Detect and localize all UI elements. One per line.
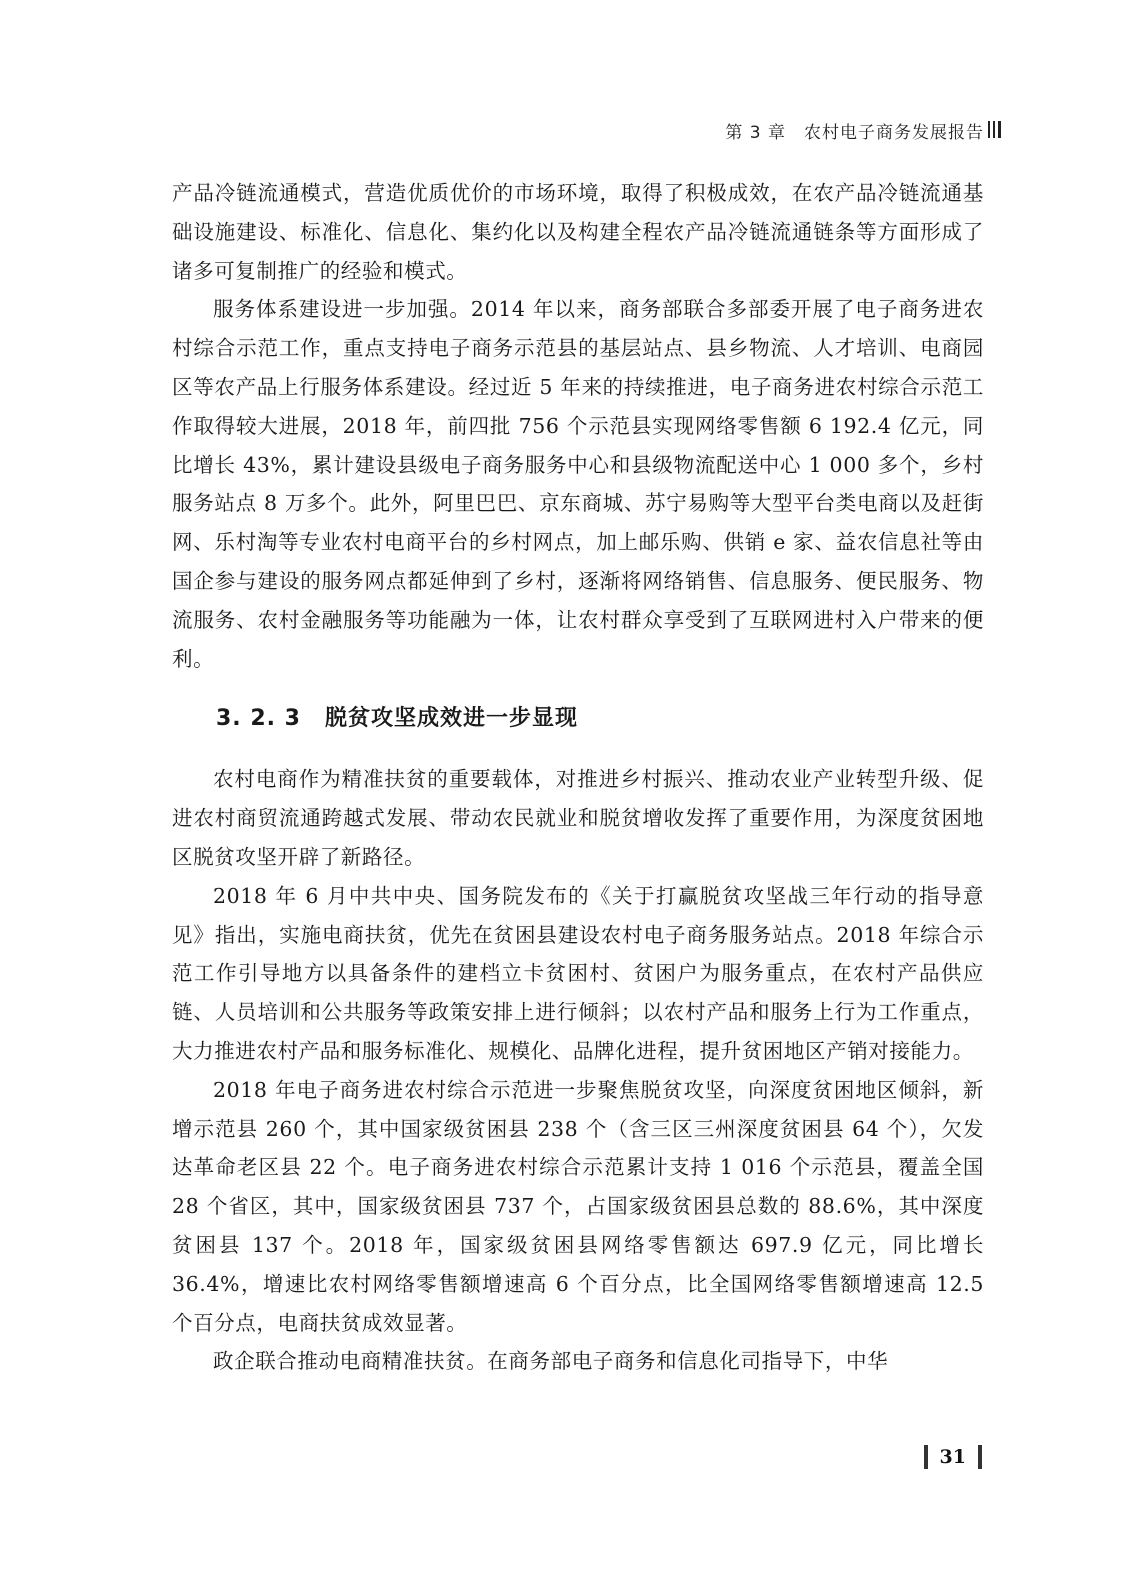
running-head-bars-decoration [988, 121, 1002, 138]
paragraph-continued: 产品冷链流通模式，营造优质优价的市场环境，取得了积极成效，在农产品冷链流通基础设施建设、标准化、信息化、集约化以及构建全程农产品冷链流通链条等方面形成了诸多可复制推广的经验和模式。 [172, 181, 984, 283]
running-head [725, 118, 984, 143]
paragraph-service-system: 服务体系建设进一步加强。2014 年以来，商务部联合多部委开展了电子商务进农村综合示范工作，重点支持电子商务示范县的基层站点、县乡物流、人才培训、电商园区等农产品上行服务体系建设。经过近 5 年来的持续推进，电子商务进农村综合示范工作取得较大进展，2018 年，前四批 756 个示范县实现网络零售额 6 192.4 亿元，同比增长 43%，累计建设县级电子商务服务中心和县级物流配送中心 1 000 多个，乡村服务站点 8 万多个。此外，阿里巴巴、京东商城、苏宁易购等大型平台类电商以及赶街网、乐村淘等专业农村电商平台的乡村网点，加上邮乐购、供销 e 家、益农信息社等由国企参与建设的服务网点都延伸到了乡村，逐渐将网络销售、信息服务、便民服务、物流服务、农村金融服务等功能融为一体，让农村群众享受到了互联网进村入户带来的便利。 [172, 297, 984, 671]
chapter-title: 农村电子商务发展报告 [804, 123, 984, 143]
page-footer [924, 1443, 982, 1471]
chapter-label: 第 3 章 [725, 123, 786, 143]
paragraph-policy-guidance: 2018 年 6 月中共中央、国务院发布的《关于打赢脱贫攻坚战三年行动的指导意见》指出，实施电商扶贫，优先在贫困县建设农村电子商务服务站点。2018 年综合示范工作引导地方以具备条件的建档立卡贫困村、贫困户为服务重点，在农村产品供应链、人员培训和公共服务等政策安排上进行倾斜；以农村产品和服务上行为工作重点，大力推进农村产品和服务标准化、规模化、品牌化进程，提升贫困地区产销对接能力。 [172, 883, 984, 1063]
paragraph-demonstration-stats: 2018 年电子商务进农村综合示范进一步聚焦脱贫攻坚，向深度贫困地区倾斜，新增示范县 260 个，其中国家级贫困县 238 个（含三区三州深度贫困县 64 个），欠发达革命老区县 22 个。电子商务进农村综合示范累计支持 1 016 个示范县，覆盖全国 28 个省区，其中，国家级贫困县 737 个，占国家级贫困县总数的 88.6%，其中深度贫困县 137 个。2018 年，国家级贫困县网络零售额达 697.9 亿元，同比增长 36.4%，增速比农村网络零售额增速高 6 个百分点，比全国网络零售额增速高 12.5 个百分点，电商扶贫成效显著。 [172, 1077, 984, 1335]
section-title: 脱贫攻坚成效进一步显现 [324, 706, 578, 732]
folio-bar-right [978, 1445, 982, 1469]
section-number: 3. 2. 3 [216, 706, 301, 732]
paragraph-government-enterprise: 政企联合推动电商精准扶贫。在商务部电子商务和信息化司指导下，中华 [213, 1349, 889, 1374]
folio-bar-left [924, 1445, 928, 1469]
body-text [172, 174, 984, 1381]
paragraph-poverty-role: 农村电商作为精准扶贫的重要载体，对推进乡村振兴、推动农业产业转型升级、促进农村商贸流通跨越式发展、带动农民就业和脱贫增收发挥了重要作用，为深度贫困地区脱贫攻坚开辟了新路径。 [172, 767, 984, 869]
page-number: 31 [939, 1446, 966, 1468]
section-heading [216, 704, 984, 734]
